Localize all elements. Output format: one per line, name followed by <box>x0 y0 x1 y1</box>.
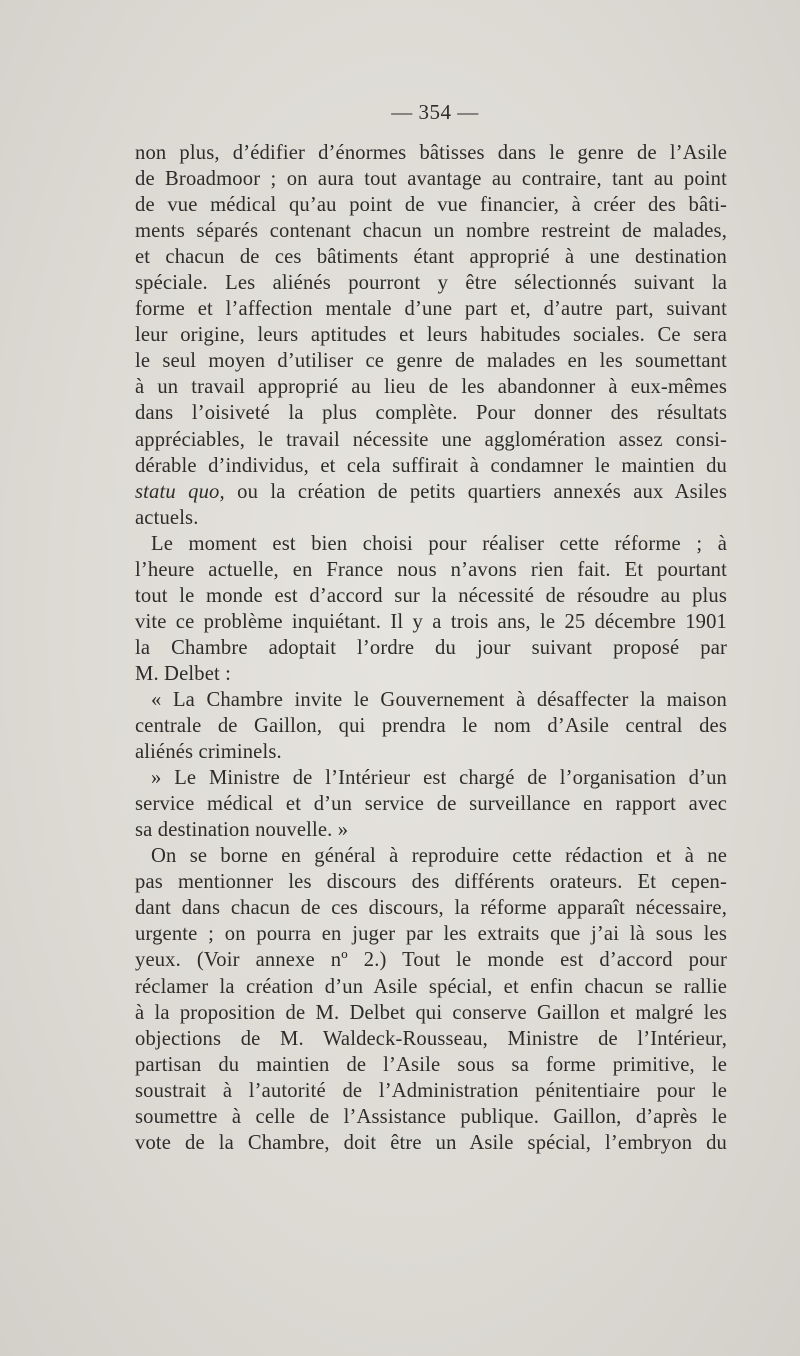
text-line: M. Delbet : <box>135 662 232 685</box>
text-line: non plus, d’édifier d’énormes bâtisses dans le genre de l’Asile <box>135 142 727 164</box>
text-line: spéciale. Les aliénés pourront y être sélectionnés suivant la <box>135 272 727 295</box>
text-line: à un travail approprié au lieu de les abandonner à eux-mêmes <box>135 376 727 399</box>
text-line: l’heure actuelle, en France nous n’avons rien fait. Et pourtant <box>135 558 727 581</box>
text-fragment: ou la création de petits quartiers annexés aux Asiles <box>224 480 727 503</box>
text-line: sa destination nouvelle. » <box>135 819 349 842</box>
text-line: de Broadmoor ; on aura tout avantage au contraire, tant au point <box>135 168 727 191</box>
text-line: le seul moyen d’utiliser ce genre de malades en les soumettant <box>135 350 727 373</box>
text-line: centrale de Gaillon, qui prendra le nom d’Asile central des <box>135 715 727 738</box>
text-line: dans l’oisiveté la plus complète. Pour donner des résultats <box>135 402 727 425</box>
text-line: » Le Ministre de l’Intérieur est chargé de l’organisation d’un <box>151 767 727 790</box>
text-line: et chacun de ces bâtiments étant approprié à une destination <box>135 246 727 269</box>
text-line: partisan du maintien de l’Asile sous sa forme primitive, le <box>135 1053 727 1076</box>
page-number: — 354 — <box>391 100 479 124</box>
text-line: tout le monde est d’accord sur la nécessité de résoudre au plus <box>135 584 727 607</box>
text-line: réclamer la création d’un Asile spécial, et enfin chacun se rallie <box>135 975 727 998</box>
text-line: leur origine, leurs aptitudes et leurs habitudes sociales. Ce sera <box>135 324 727 347</box>
text-line: On se borne en général à reproduire cette rédaction et à ne <box>151 845 727 868</box>
text-line: actuels. <box>135 506 199 529</box>
text-line: dérable d’individus, et cela suffirait à condamner le maintien du <box>135 454 727 477</box>
text-line <box>135 479 727 505</box>
text-line: aliénés criminels. <box>135 741 282 764</box>
text-line: forme et l’affection mentale d’une part et, d’autre part, suivant <box>135 298 727 321</box>
text-line: de vue médical qu’au point de vue financier, à créer des bâti- <box>135 194 727 217</box>
text-line: soustrait à l’autorité de l’Administration pénitentiaire pour le <box>135 1079 727 1102</box>
text-line: vite ce problème inquiétant. Il y a trois ans, le 25 décembre 1901 <box>135 610 727 633</box>
text-line: objections de M. Waldeck-Rousseau, Ministre de l’Intérieur, <box>135 1027 727 1050</box>
text-line: Le moment est bien choisi pour réaliser cette réforme ; à <box>151 532 727 555</box>
text-line: urgente ; on pourra en juger par les extraits que j’ai là sous les <box>135 923 727 946</box>
text-line: « La Chambre invite le Gouvernement à désaffecter la maison <box>151 688 727 711</box>
text-line: service médical et d’un service de surveillance en rapport avec <box>135 793 727 816</box>
text-line: yeux. (Voir annexe nº 2.) Tout le monde est d’accord pour <box>135 949 727 972</box>
text-line: vote de la Chambre, doit être un Asile spécial, l’embryon du <box>135 1131 727 1154</box>
text-line: dant dans chacun de ces discours, la réforme apparaît nécessaire, <box>135 897 727 920</box>
body-text <box>135 140 727 1156</box>
text-line: soumettre à celle de l’Assistance publique. Gaillon, d’après le <box>135 1105 727 1128</box>
text-line: pas mentionner les discours des différents orateurs. Et cepen- <box>135 871 727 894</box>
text-line: appréciables, le travail nécessite une agglomération assez consi- <box>135 428 727 451</box>
text-line: à la proposition de M. Delbet qui conserve Gaillon et malgré les <box>135 1001 727 1024</box>
text-line: la Chambre adoptait l’ordre du jour suivant proposé par <box>135 636 727 659</box>
italic-phrase: statu quo, <box>135 480 225 503</box>
text-line: ments séparés contenant chacun un nombre restreint de malades, <box>135 220 727 243</box>
